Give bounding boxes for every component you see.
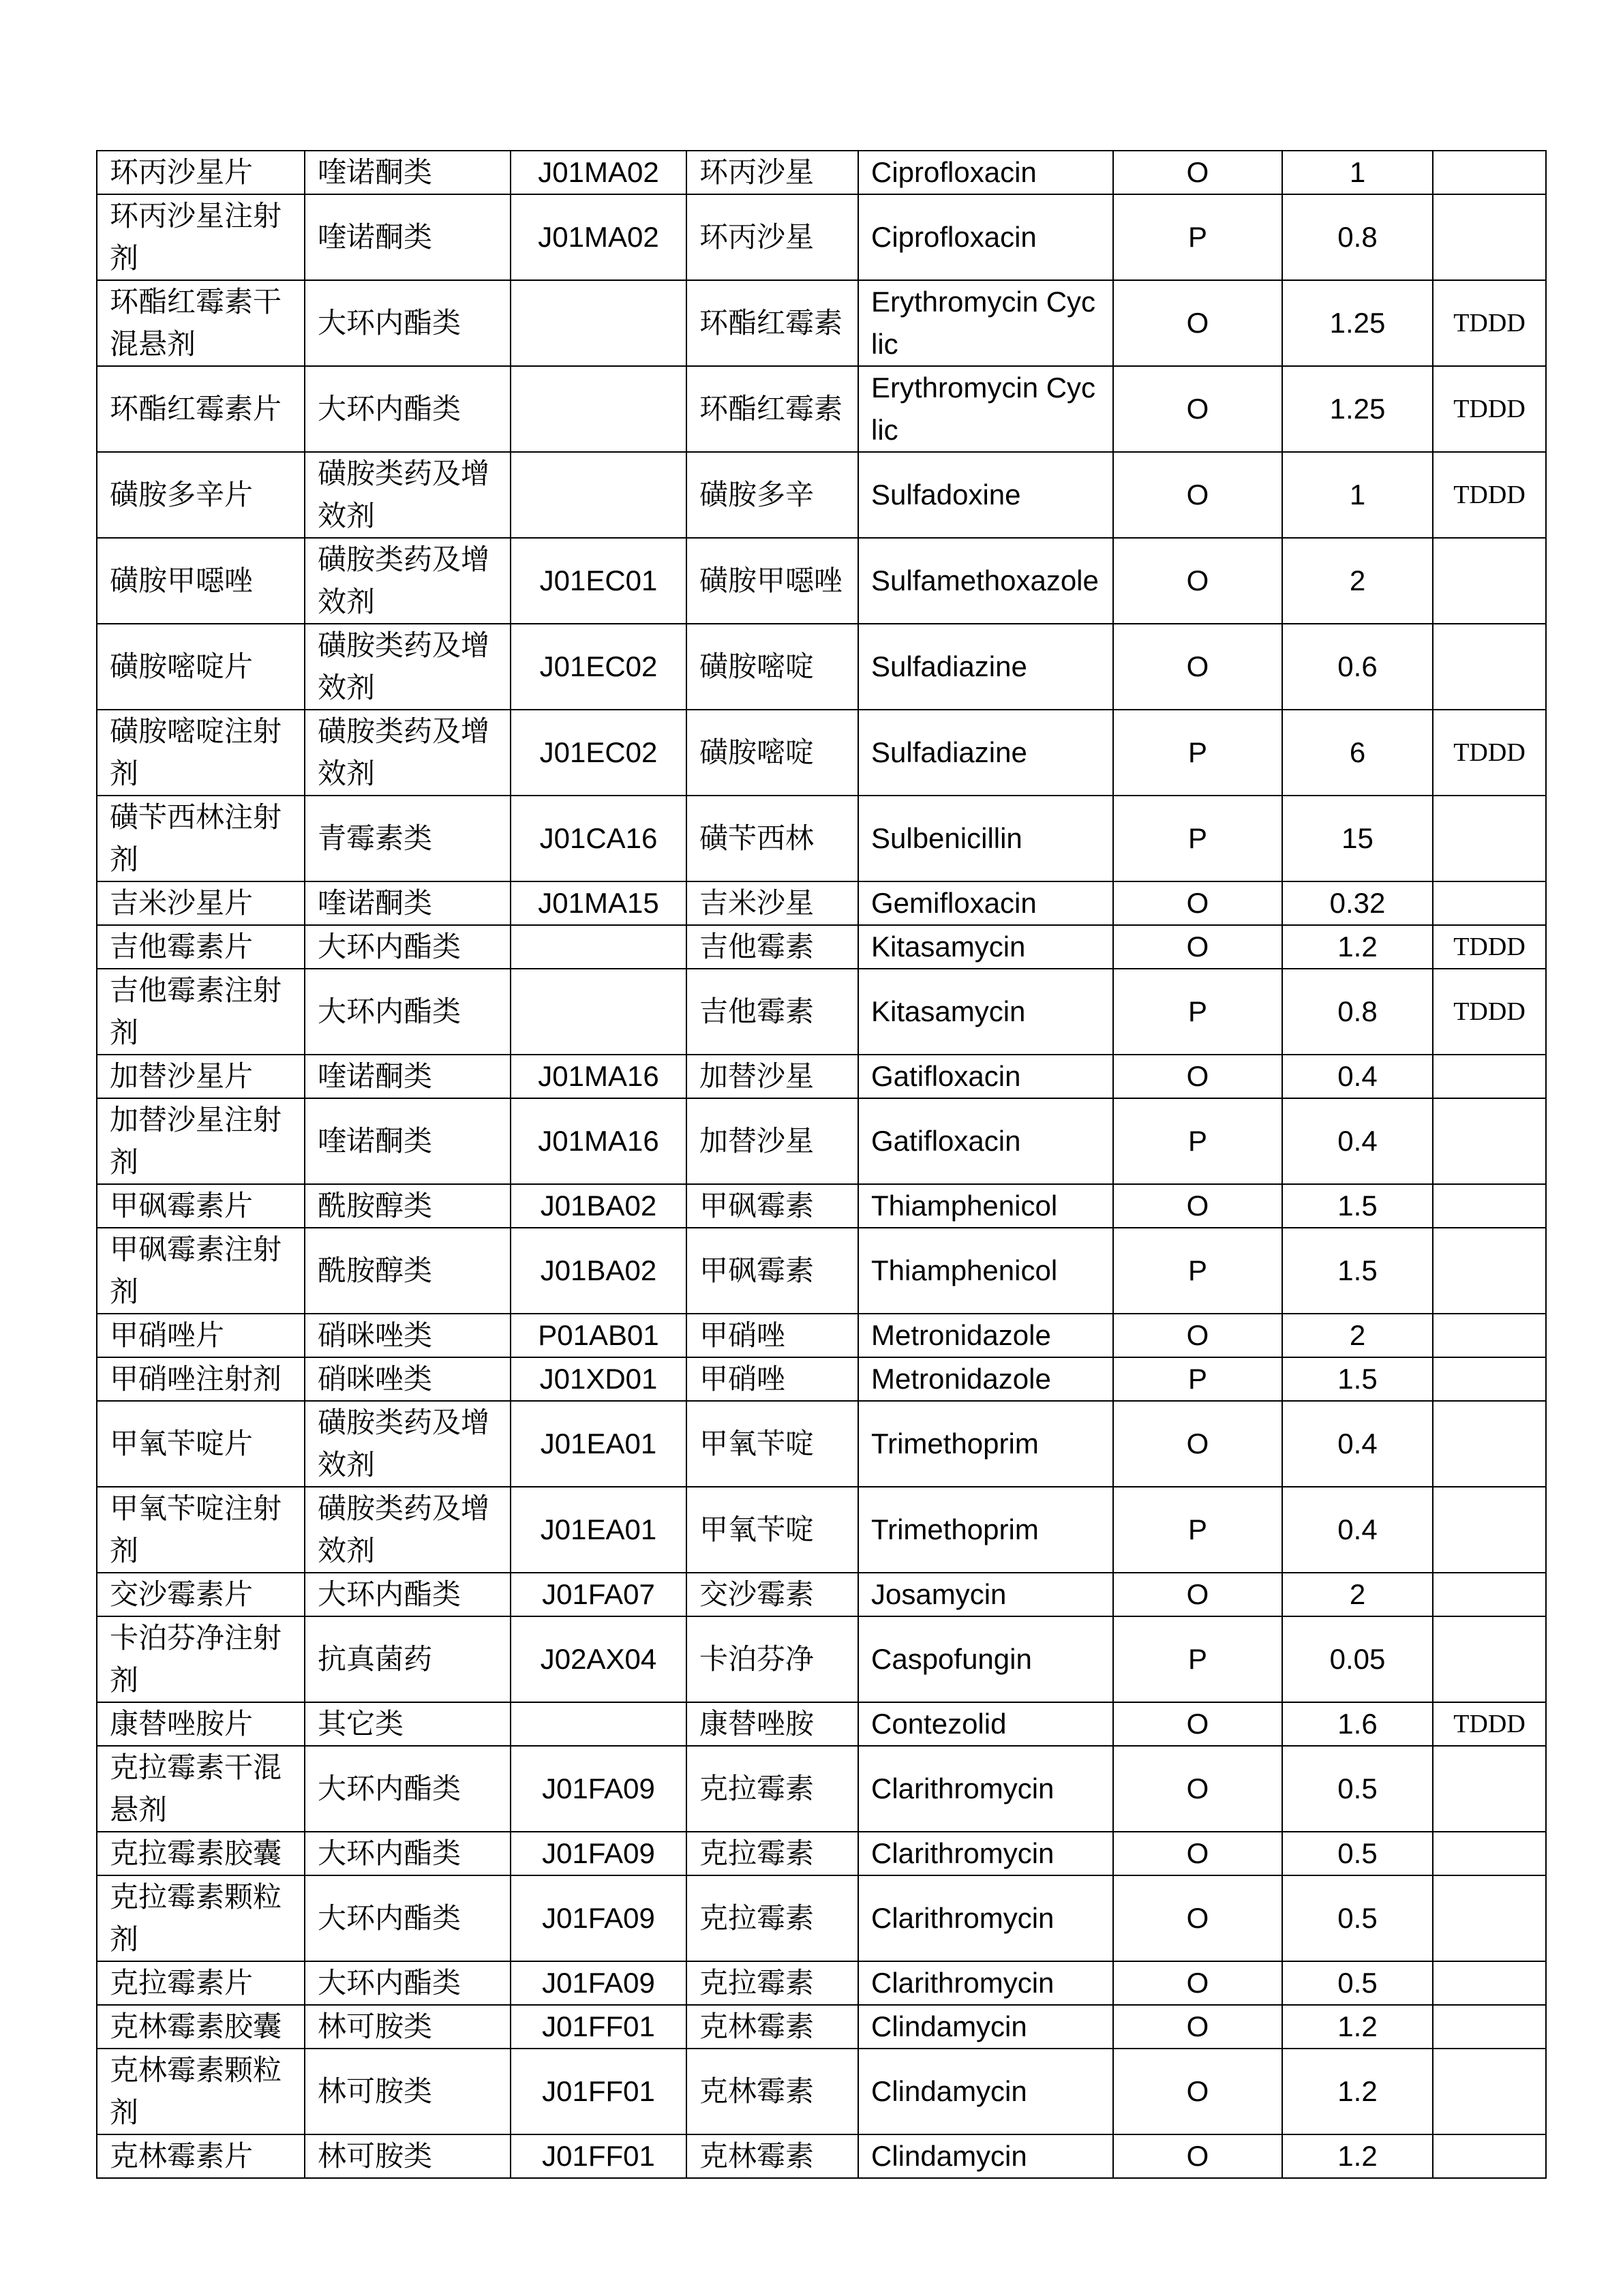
atc-code-cell — [511, 366, 686, 452]
generic-name-cell: 环丙沙星 — [686, 151, 858, 194]
generic-name-cell: 克拉霉素 — [686, 1832, 858, 1875]
generic-name-cell: 磺胺嘧啶 — [686, 710, 858, 796]
ddd-value-cell: 1.25 — [1282, 280, 1433, 366]
table-row — [97, 969, 1546, 1055]
generic-name-cell: 甲氧苄啶 — [686, 1401, 858, 1487]
drug-name-cell: 克拉霉素胶囊 — [97, 1832, 305, 1875]
english-name-cell: Clindamycin — [858, 2005, 1113, 2049]
route-cell: O — [1113, 280, 1282, 366]
atc-code-cell: J01MA02 — [511, 151, 686, 194]
ddd-value-cell: 1.5 — [1282, 1184, 1433, 1228]
route-cell: O — [1113, 1184, 1282, 1228]
generic-name-cell: 环酯红霉素 — [686, 280, 858, 366]
english-name-cell: Clarithromycin — [858, 1832, 1113, 1875]
ddd-value-cell: 0.5 — [1282, 1875, 1433, 1961]
table-row — [97, 1616, 1546, 1702]
drug-class-cell: 喹诺酮类 — [305, 151, 511, 194]
atc-code-cell: J01EA01 — [511, 1487, 686, 1573]
drug-class-cell: 硝咪唑类 — [305, 1314, 511, 1357]
generic-name-cell: 克林霉素 — [686, 2134, 858, 2178]
english-name-cell: Clarithromycin — [858, 1746, 1113, 1832]
ddd-value-cell: 0.5 — [1282, 1746, 1433, 1832]
antibiotic-ddd-table — [96, 150, 1547, 2179]
note-cell — [1433, 1616, 1546, 1702]
table-row — [97, 881, 1546, 925]
drug-class-cell: 其它类 — [305, 1702, 511, 1746]
english-name-cell: Erythromycin Cyclic — [858, 280, 1113, 366]
route-cell: O — [1113, 2005, 1282, 2049]
route-cell: O — [1113, 1055, 1282, 1098]
generic-name-cell: 克林霉素 — [686, 2005, 858, 2049]
table-row — [97, 1228, 1546, 1314]
table-body — [97, 151, 1546, 2178]
ddd-value-cell: 0.4 — [1282, 1401, 1433, 1487]
drug-name-cell: 环丙沙星片 — [97, 151, 305, 194]
note-cell — [1433, 538, 1546, 624]
route-cell: O — [1113, 1401, 1282, 1487]
drug-name-cell: 康替唑胺片 — [97, 1702, 305, 1746]
atc-code-cell: J01FF01 — [511, 2005, 686, 2049]
ddd-value-cell: 15 — [1282, 796, 1433, 881]
english-name-cell: Thiamphenicol — [858, 1228, 1113, 1314]
note-cell: TDDD — [1433, 1702, 1546, 1746]
atc-code-cell — [511, 925, 686, 969]
ddd-value-cell: 0.5 — [1282, 1832, 1433, 1875]
drug-name-cell: 克拉霉素颗粒剂 — [97, 1875, 305, 1961]
table-row — [97, 538, 1546, 624]
note-cell — [1433, 2049, 1546, 2134]
atc-code-cell: J01FA09 — [511, 1875, 686, 1961]
note-cell — [1433, 1314, 1546, 1357]
english-name-cell: Gatifloxacin — [858, 1098, 1113, 1184]
generic-name-cell: 卡泊芬净 — [686, 1616, 858, 1702]
generic-name-cell: 克拉霉素 — [686, 1746, 858, 1832]
ddd-value-cell: 2 — [1282, 1573, 1433, 1616]
table-row — [97, 452, 1546, 538]
drug-class-cell: 林可胺类 — [305, 2005, 511, 2049]
drug-name-cell: 交沙霉素片 — [97, 1573, 305, 1616]
ddd-value-cell: 0.6 — [1282, 624, 1433, 710]
ddd-value-cell: 1 — [1282, 151, 1433, 194]
atc-code-cell: J01XD01 — [511, 1357, 686, 1401]
table-row — [97, 796, 1546, 881]
drug-class-cell: 大环内酯类 — [305, 1875, 511, 1961]
table-row — [97, 2049, 1546, 2134]
ddd-value-cell: 1.2 — [1282, 925, 1433, 969]
note-cell — [1433, 1184, 1546, 1228]
atc-code-cell: J01FF01 — [511, 2049, 686, 2134]
drug-class-cell: 磺胺类药及增效剂 — [305, 710, 511, 796]
atc-code-cell: J01MA15 — [511, 881, 686, 925]
note-cell — [1433, 1401, 1546, 1487]
table-row — [97, 1746, 1546, 1832]
drug-class-cell: 林可胺类 — [305, 2134, 511, 2178]
english-name-cell: Sulfadoxine — [858, 452, 1113, 538]
drug-name-cell: 吉他霉素片 — [97, 925, 305, 969]
english-name-cell: Josamycin — [858, 1573, 1113, 1616]
drug-class-cell: 喹诺酮类 — [305, 881, 511, 925]
generic-name-cell: 吉他霉素 — [686, 969, 858, 1055]
note-cell — [1433, 1487, 1546, 1573]
note-cell — [1433, 624, 1546, 710]
drug-name-cell: 克林霉素胶囊 — [97, 2005, 305, 2049]
atc-code-cell: J01FA09 — [511, 1746, 686, 1832]
generic-name-cell: 磺胺多辛 — [686, 452, 858, 538]
generic-name-cell: 磺胺嘧啶 — [686, 624, 858, 710]
ddd-value-cell: 1.2 — [1282, 2049, 1433, 2134]
table-row — [97, 366, 1546, 452]
route-cell: O — [1113, 1832, 1282, 1875]
route-cell: P — [1113, 194, 1282, 280]
ddd-value-cell: 1 — [1282, 452, 1433, 538]
generic-name-cell: 加替沙星 — [686, 1055, 858, 1098]
ddd-value-cell: 6 — [1282, 710, 1433, 796]
drug-class-cell: 大环内酯类 — [305, 925, 511, 969]
route-cell: P — [1113, 1357, 1282, 1401]
generic-name-cell: 甲砜霉素 — [686, 1184, 858, 1228]
english-name-cell: Metronidazole — [858, 1314, 1113, 1357]
generic-name-cell: 吉米沙星 — [686, 881, 858, 925]
route-cell: O — [1113, 1314, 1282, 1357]
table-row — [97, 1487, 1546, 1573]
table-row — [97, 624, 1546, 710]
atc-code-cell: J01EC02 — [511, 710, 686, 796]
atc-code-cell: J01CA16 — [511, 796, 686, 881]
english-name-cell: Erythromycin Cyclic — [858, 366, 1113, 452]
atc-code-cell: J01EC02 — [511, 624, 686, 710]
drug-class-cell: 林可胺类 — [305, 2049, 511, 2134]
atc-code-cell: J01MA16 — [511, 1098, 686, 1184]
ddd-value-cell: 1.2 — [1282, 2134, 1433, 2178]
english-name-cell: Contezolid — [858, 1702, 1113, 1746]
drug-name-cell: 磺胺甲噁唑 — [97, 538, 305, 624]
english-name-cell: Sulfadiazine — [858, 624, 1113, 710]
route-cell: O — [1113, 151, 1282, 194]
ddd-value-cell: 0.05 — [1282, 1616, 1433, 1702]
route-cell: P — [1113, 1616, 1282, 1702]
drug-class-cell: 酰胺醇类 — [305, 1228, 511, 1314]
note-cell — [1433, 194, 1546, 280]
generic-name-cell: 吉他霉素 — [686, 925, 858, 969]
route-cell: O — [1113, 1961, 1282, 2005]
note-cell — [1433, 1357, 1546, 1401]
atc-code-cell: J01MA16 — [511, 1055, 686, 1098]
atc-code-cell: J01FF01 — [511, 2134, 686, 2178]
ddd-value-cell: 0.4 — [1282, 1055, 1433, 1098]
note-cell — [1433, 1098, 1546, 1184]
drug-name-cell: 克林霉素片 — [97, 2134, 305, 2178]
route-cell: O — [1113, 1875, 1282, 1961]
generic-name-cell: 康替唑胺 — [686, 1702, 858, 1746]
drug-class-cell: 大环内酯类 — [305, 280, 511, 366]
note-cell: TDDD — [1433, 366, 1546, 452]
table-row — [97, 2005, 1546, 2049]
ddd-value-cell: 1.25 — [1282, 366, 1433, 452]
table-row — [97, 1702, 1546, 1746]
note-cell: TDDD — [1433, 925, 1546, 969]
drug-name-cell: 磺胺多辛片 — [97, 452, 305, 538]
note-cell — [1433, 1746, 1546, 1832]
drug-class-cell: 酰胺醇类 — [305, 1184, 511, 1228]
table-row — [97, 1961, 1546, 2005]
table-row — [97, 710, 1546, 796]
drug-name-cell: 磺胺嘧啶片 — [97, 624, 305, 710]
drug-name-cell: 加替沙星片 — [97, 1055, 305, 1098]
generic-name-cell: 环酯红霉素 — [686, 366, 858, 452]
note-cell: TDDD — [1433, 710, 1546, 796]
route-cell: O — [1113, 624, 1282, 710]
drug-name-cell: 环丙沙星注射剂 — [97, 194, 305, 280]
route-cell: O — [1113, 452, 1282, 538]
english-name-cell: Sulfadiazine — [858, 710, 1113, 796]
table-row — [97, 151, 1546, 194]
drug-class-cell: 磺胺类药及增效剂 — [305, 1487, 511, 1573]
drug-name-cell: 甲硝唑片 — [97, 1314, 305, 1357]
atc-code-cell: J01EC01 — [511, 538, 686, 624]
drug-class-cell: 大环内酯类 — [305, 969, 511, 1055]
generic-name-cell: 甲氧苄啶 — [686, 1487, 858, 1573]
ddd-value-cell: 1.5 — [1282, 1228, 1433, 1314]
route-cell: P — [1113, 796, 1282, 881]
drug-name-cell: 吉他霉素注射剂 — [97, 969, 305, 1055]
table-row — [97, 1098, 1546, 1184]
route-cell: O — [1113, 1573, 1282, 1616]
generic-name-cell: 交沙霉素 — [686, 1573, 858, 1616]
route-cell: O — [1113, 925, 1282, 969]
atc-code-cell: J02AX04 — [511, 1616, 686, 1702]
table-row — [97, 1573, 1546, 1616]
english-name-cell: Metronidazole — [858, 1357, 1113, 1401]
ddd-value-cell: 2 — [1282, 1314, 1433, 1357]
drug-name-cell: 甲砜霉素片 — [97, 1184, 305, 1228]
drug-class-cell: 大环内酯类 — [305, 1573, 511, 1616]
note-cell — [1433, 2005, 1546, 2049]
generic-name-cell: 加替沙星 — [686, 1098, 858, 1184]
drug-name-cell: 甲硝唑注射剂 — [97, 1357, 305, 1401]
drug-class-cell: 磺胺类药及增效剂 — [305, 538, 511, 624]
drug-class-cell: 硝咪唑类 — [305, 1357, 511, 1401]
table-row — [97, 1184, 1546, 1228]
ddd-value-cell: 0.4 — [1282, 1098, 1433, 1184]
ddd-value-cell: 1.2 — [1282, 2005, 1433, 2049]
generic-name-cell: 环丙沙星 — [686, 194, 858, 280]
english-name-cell: Clindamycin — [858, 2134, 1113, 2178]
note-cell — [1433, 1961, 1546, 2005]
drug-class-cell: 大环内酯类 — [305, 366, 511, 452]
atc-code-cell: P01AB01 — [511, 1314, 686, 1357]
atc-code-cell: J01FA07 — [511, 1573, 686, 1616]
route-cell: O — [1113, 881, 1282, 925]
atc-code-cell: J01FA09 — [511, 1961, 686, 2005]
generic-name-cell: 甲硝唑 — [686, 1357, 858, 1401]
drug-name-cell: 磺苄西林注射剂 — [97, 796, 305, 881]
ddd-value-cell: 0.8 — [1282, 969, 1433, 1055]
note-cell — [1433, 1832, 1546, 1875]
note-cell: TDDD — [1433, 969, 1546, 1055]
drug-name-cell: 环酯红霉素干混悬剂 — [97, 280, 305, 366]
table-row — [97, 280, 1546, 366]
english-name-cell: Kitasamycin — [858, 969, 1113, 1055]
english-name-cell: Clarithromycin — [858, 1875, 1113, 1961]
route-cell: O — [1113, 1702, 1282, 1746]
generic-name-cell: 克林霉素 — [686, 2049, 858, 2134]
route-cell: P — [1113, 1228, 1282, 1314]
atc-code-cell: J01MA02 — [511, 194, 686, 280]
table-row — [97, 1357, 1546, 1401]
drug-name-cell: 甲砜霉素注射剂 — [97, 1228, 305, 1314]
table-row — [97, 1055, 1546, 1098]
atc-code-cell: J01BA02 — [511, 1184, 686, 1228]
generic-name-cell: 甲砜霉素 — [686, 1228, 858, 1314]
atc-code-cell: J01FA09 — [511, 1832, 686, 1875]
drug-name-cell: 卡泊芬净注射剂 — [97, 1616, 305, 1702]
route-cell: O — [1113, 538, 1282, 624]
table-row — [97, 2134, 1546, 2178]
english-name-cell: Sulbenicillin — [858, 796, 1113, 881]
atc-code-cell: J01EA01 — [511, 1401, 686, 1487]
generic-name-cell: 磺胺甲噁唑 — [686, 538, 858, 624]
english-name-cell: Trimethoprim — [858, 1487, 1113, 1573]
english-name-cell: Clarithromycin — [858, 1961, 1113, 2005]
drug-name-cell: 加替沙星注射剂 — [97, 1098, 305, 1184]
drug-class-cell: 大环内酯类 — [305, 1746, 511, 1832]
note-cell: TDDD — [1433, 280, 1546, 366]
english-name-cell: Trimethoprim — [858, 1401, 1113, 1487]
ddd-value-cell: 2 — [1282, 538, 1433, 624]
ddd-value-cell: 0.4 — [1282, 1487, 1433, 1573]
ddd-value-cell: 0.8 — [1282, 194, 1433, 280]
route-cell: P — [1113, 1487, 1282, 1573]
generic-name-cell: 甲硝唑 — [686, 1314, 858, 1357]
table-row — [97, 194, 1546, 280]
note-cell: TDDD — [1433, 452, 1546, 538]
drug-class-cell: 磺胺类药及增效剂 — [305, 1401, 511, 1487]
drug-name-cell: 甲氧苄啶注射剂 — [97, 1487, 305, 1573]
drug-name-cell: 甲氧苄啶片 — [97, 1401, 305, 1487]
route-cell: O — [1113, 2134, 1282, 2178]
note-cell — [1433, 151, 1546, 194]
atc-code-cell — [511, 1702, 686, 1746]
note-cell — [1433, 1228, 1546, 1314]
drug-class-cell: 喹诺酮类 — [305, 1055, 511, 1098]
atc-code-cell — [511, 452, 686, 538]
route-cell: P — [1113, 1098, 1282, 1184]
english-name-cell: Ciprofloxacin — [858, 151, 1113, 194]
english-name-cell: Caspofungin — [858, 1616, 1113, 1702]
table-row — [97, 1314, 1546, 1357]
table-row — [97, 1832, 1546, 1875]
table-row — [97, 1875, 1546, 1961]
drug-class-cell: 喹诺酮类 — [305, 194, 511, 280]
note-cell — [1433, 1573, 1546, 1616]
note-cell — [1433, 1875, 1546, 1961]
drug-name-cell: 克拉霉素干混悬剂 — [97, 1746, 305, 1832]
drug-name-cell: 吉米沙星片 — [97, 881, 305, 925]
table-row — [97, 925, 1546, 969]
atc-code-cell — [511, 280, 686, 366]
drug-name-cell: 克拉霉素片 — [97, 1961, 305, 2005]
drug-class-cell: 大环内酯类 — [305, 1961, 511, 2005]
english-name-cell: Gemifloxacin — [858, 881, 1113, 925]
atc-code-cell: J01BA02 — [511, 1228, 686, 1314]
note-cell — [1433, 881, 1546, 925]
note-cell — [1433, 1055, 1546, 1098]
route-cell: O — [1113, 2049, 1282, 2134]
note-cell — [1433, 796, 1546, 881]
note-cell — [1433, 2134, 1546, 2178]
drug-class-cell: 喹诺酮类 — [305, 1098, 511, 1184]
ddd-value-cell: 0.5 — [1282, 1961, 1433, 2005]
drug-class-cell: 磺胺类药及增效剂 — [305, 624, 511, 710]
atc-code-cell — [511, 969, 686, 1055]
generic-name-cell: 克拉霉素 — [686, 1875, 858, 1961]
drug-class-cell: 抗真菌药 — [305, 1616, 511, 1702]
drug-name-cell: 克林霉素颗粒剂 — [97, 2049, 305, 2134]
ddd-value-cell: 1.5 — [1282, 1357, 1433, 1401]
english-name-cell: Sulfamethoxazole — [858, 538, 1113, 624]
table-row — [97, 1401, 1546, 1487]
drug-class-cell: 大环内酯类 — [305, 1832, 511, 1875]
drug-class-cell: 磺胺类药及增效剂 — [305, 452, 511, 538]
english-name-cell: Clindamycin — [858, 2049, 1113, 2134]
drug-name-cell: 环酯红霉素片 — [97, 366, 305, 452]
drug-class-cell: 青霉素类 — [305, 796, 511, 881]
generic-name-cell: 磺苄西林 — [686, 796, 858, 881]
route-cell: O — [1113, 366, 1282, 452]
generic-name-cell: 克拉霉素 — [686, 1961, 858, 2005]
english-name-cell: Kitasamycin — [858, 925, 1113, 969]
english-name-cell: Ciprofloxacin — [858, 194, 1113, 280]
route-cell: P — [1113, 710, 1282, 796]
ddd-value-cell: 0.32 — [1282, 881, 1433, 925]
english-name-cell: Thiamphenicol — [858, 1184, 1113, 1228]
drug-name-cell: 磺胺嘧啶注射剂 — [97, 710, 305, 796]
route-cell: P — [1113, 969, 1282, 1055]
ddd-value-cell: 1.6 — [1282, 1702, 1433, 1746]
english-name-cell: Gatifloxacin — [858, 1055, 1113, 1098]
route-cell: O — [1113, 1746, 1282, 1832]
